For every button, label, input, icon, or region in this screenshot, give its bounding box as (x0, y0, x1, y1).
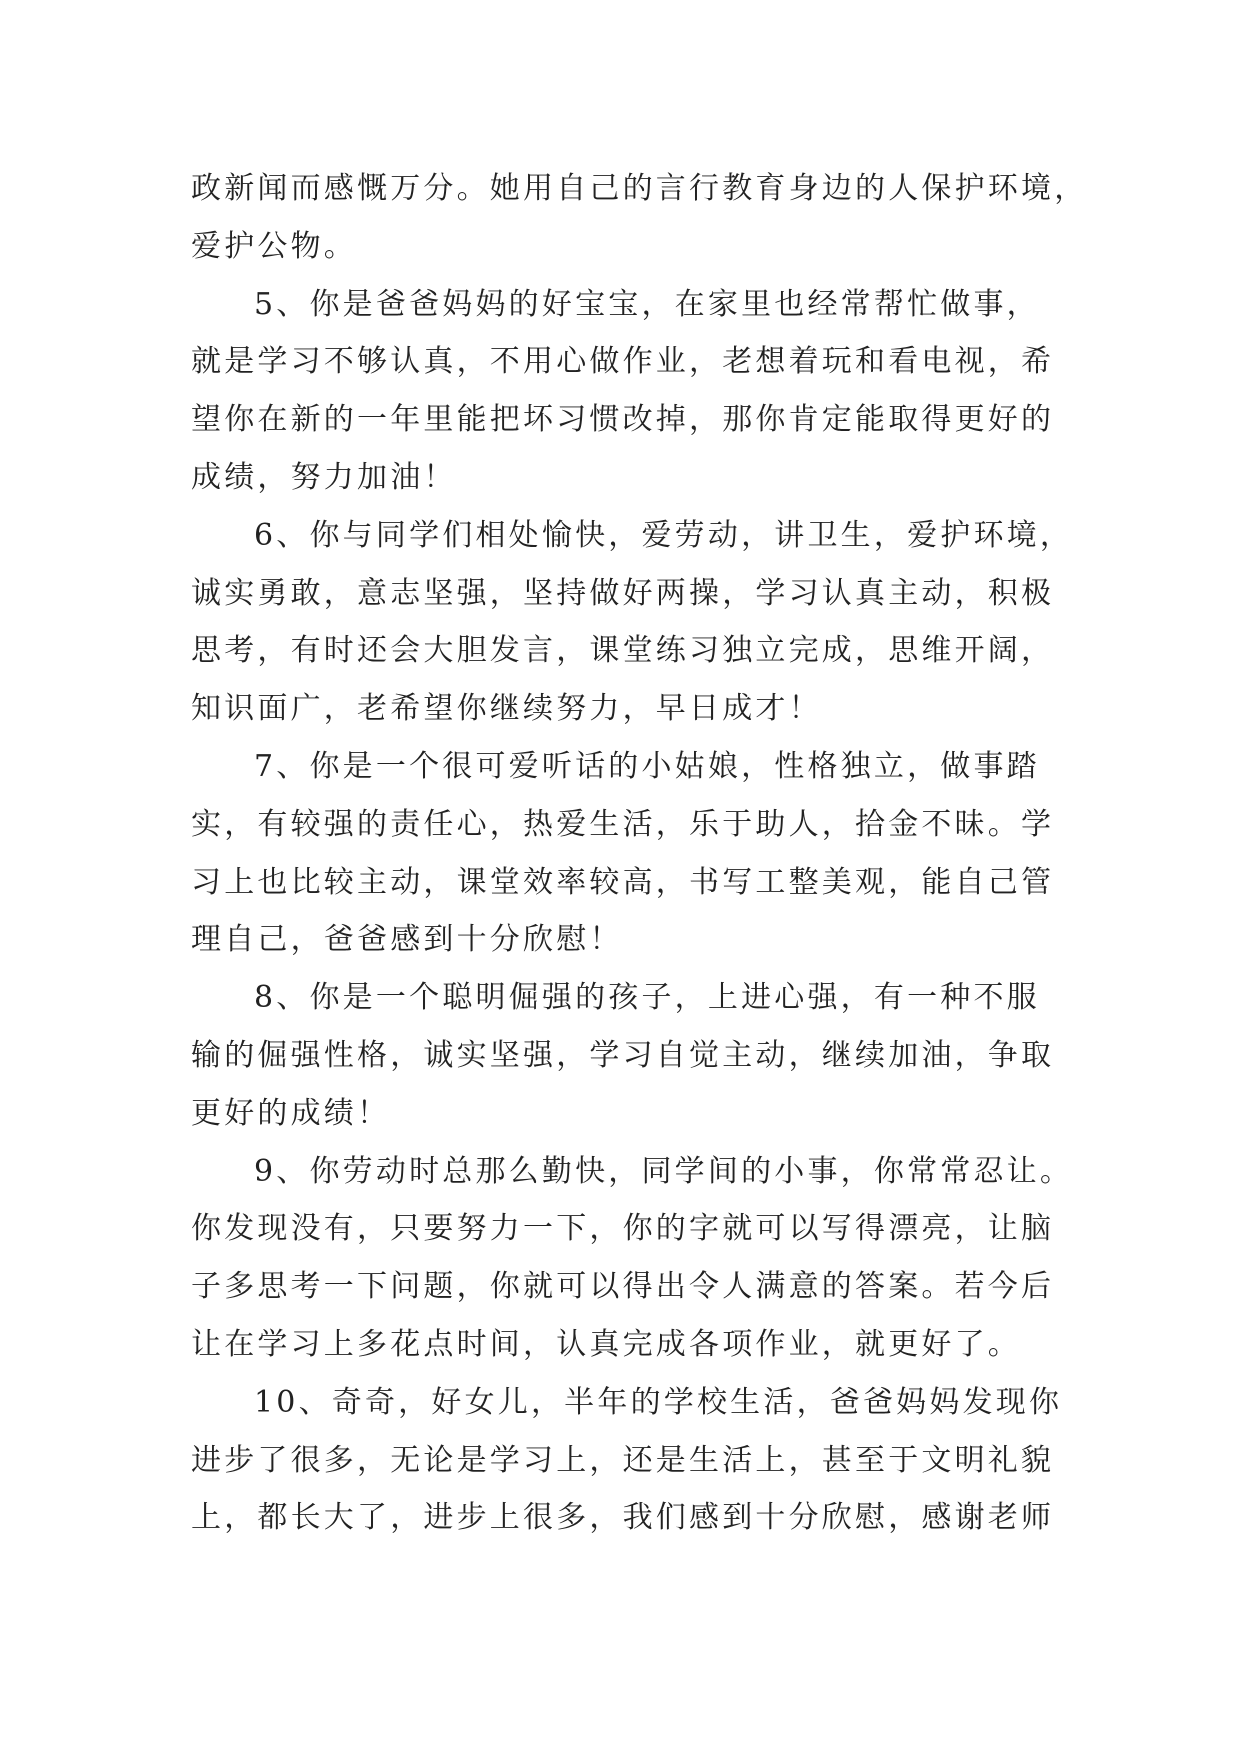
text-line: 上，都长大了，进步上很多，我们感到十分欣慰，感谢老师 (191, 1500, 1055, 1536)
text-line: 诚实勇敢，意志坚强，坚持做好两操，学习认真主动，积极 (191, 575, 1055, 611)
text-line: 更好的成绩！ (191, 1095, 391, 1131)
text-line: 爱护公物。 (191, 228, 357, 264)
document-body (191, 160, 1091, 1547)
paragraph-10-start: 10、奇奇，好女儿，半年的学校生活，爸爸妈妈发现你 (254, 1384, 1063, 1420)
text-line: 理自己，爸爸感到十分欣慰！ (191, 922, 623, 958)
text-line: 成绩，努力加油！ (191, 459, 457, 495)
paragraph-5-start: 5、你是爸爸妈妈的好宝宝，在家里也经常帮忙做事， (254, 286, 1040, 322)
paragraph-6-start: 6、你与同学们相处愉快，爱劳动，讲卫生，爱护环境， (254, 517, 1074, 553)
paragraph-8-start: 8、你是一个聪明倔强的孩子，上进心强，有一种不服 (254, 980, 1040, 1016)
text-line: 习上也比较主动，课堂效率较高，书写工整美观，能自己管 (191, 864, 1055, 900)
text-line: 子多思考一下问题，你就可以得出令人满意的答案。若今后 (191, 1269, 1055, 1305)
text-line: 就是学习不够认真，不用心做作业，老想着玩和看电视，希 (191, 344, 1055, 380)
text-line: 知识面广，老希望你继续努力，早日成才！ (191, 691, 822, 727)
text-line: 输的倔强性格，诚实坚强，学习自觉主动，继续加油，争取 (191, 1037, 1055, 1073)
text-line: 实，有较强的责任心，热爱生活，乐于助人，拾金不昧。学 (191, 806, 1055, 842)
text-line: 你发现没有，只要努力一下，你的字就可以写得漂亮，让脑 (191, 1211, 1055, 1247)
text-line: 让在学习上多花点时间，认真完成各项作业，就更好了。 (191, 1326, 1021, 1362)
paragraph-9-start: 9、你劳动时总那么勤快，同学间的小事，你常常忍让。 (254, 1153, 1074, 1189)
text-line: 思考，有时还会大胆发言，课堂练习独立完成，思维开阔， (191, 633, 1055, 669)
paragraph-7-start: 7、你是一个很可爱听话的小姑娘，性格独立，做事踏 (254, 748, 1040, 784)
text-line: 政新闻而感慨万分。她用自己的言行教育身边的人保护环境， (191, 171, 1088, 206)
text-line: 望你在新的一年里能把坏习惯改掉，那你肯定能取得更好的 (191, 402, 1055, 438)
text-line: 进步了很多，无论是学习上，还是生活上，甚至于文明礼貌 (191, 1442, 1055, 1478)
